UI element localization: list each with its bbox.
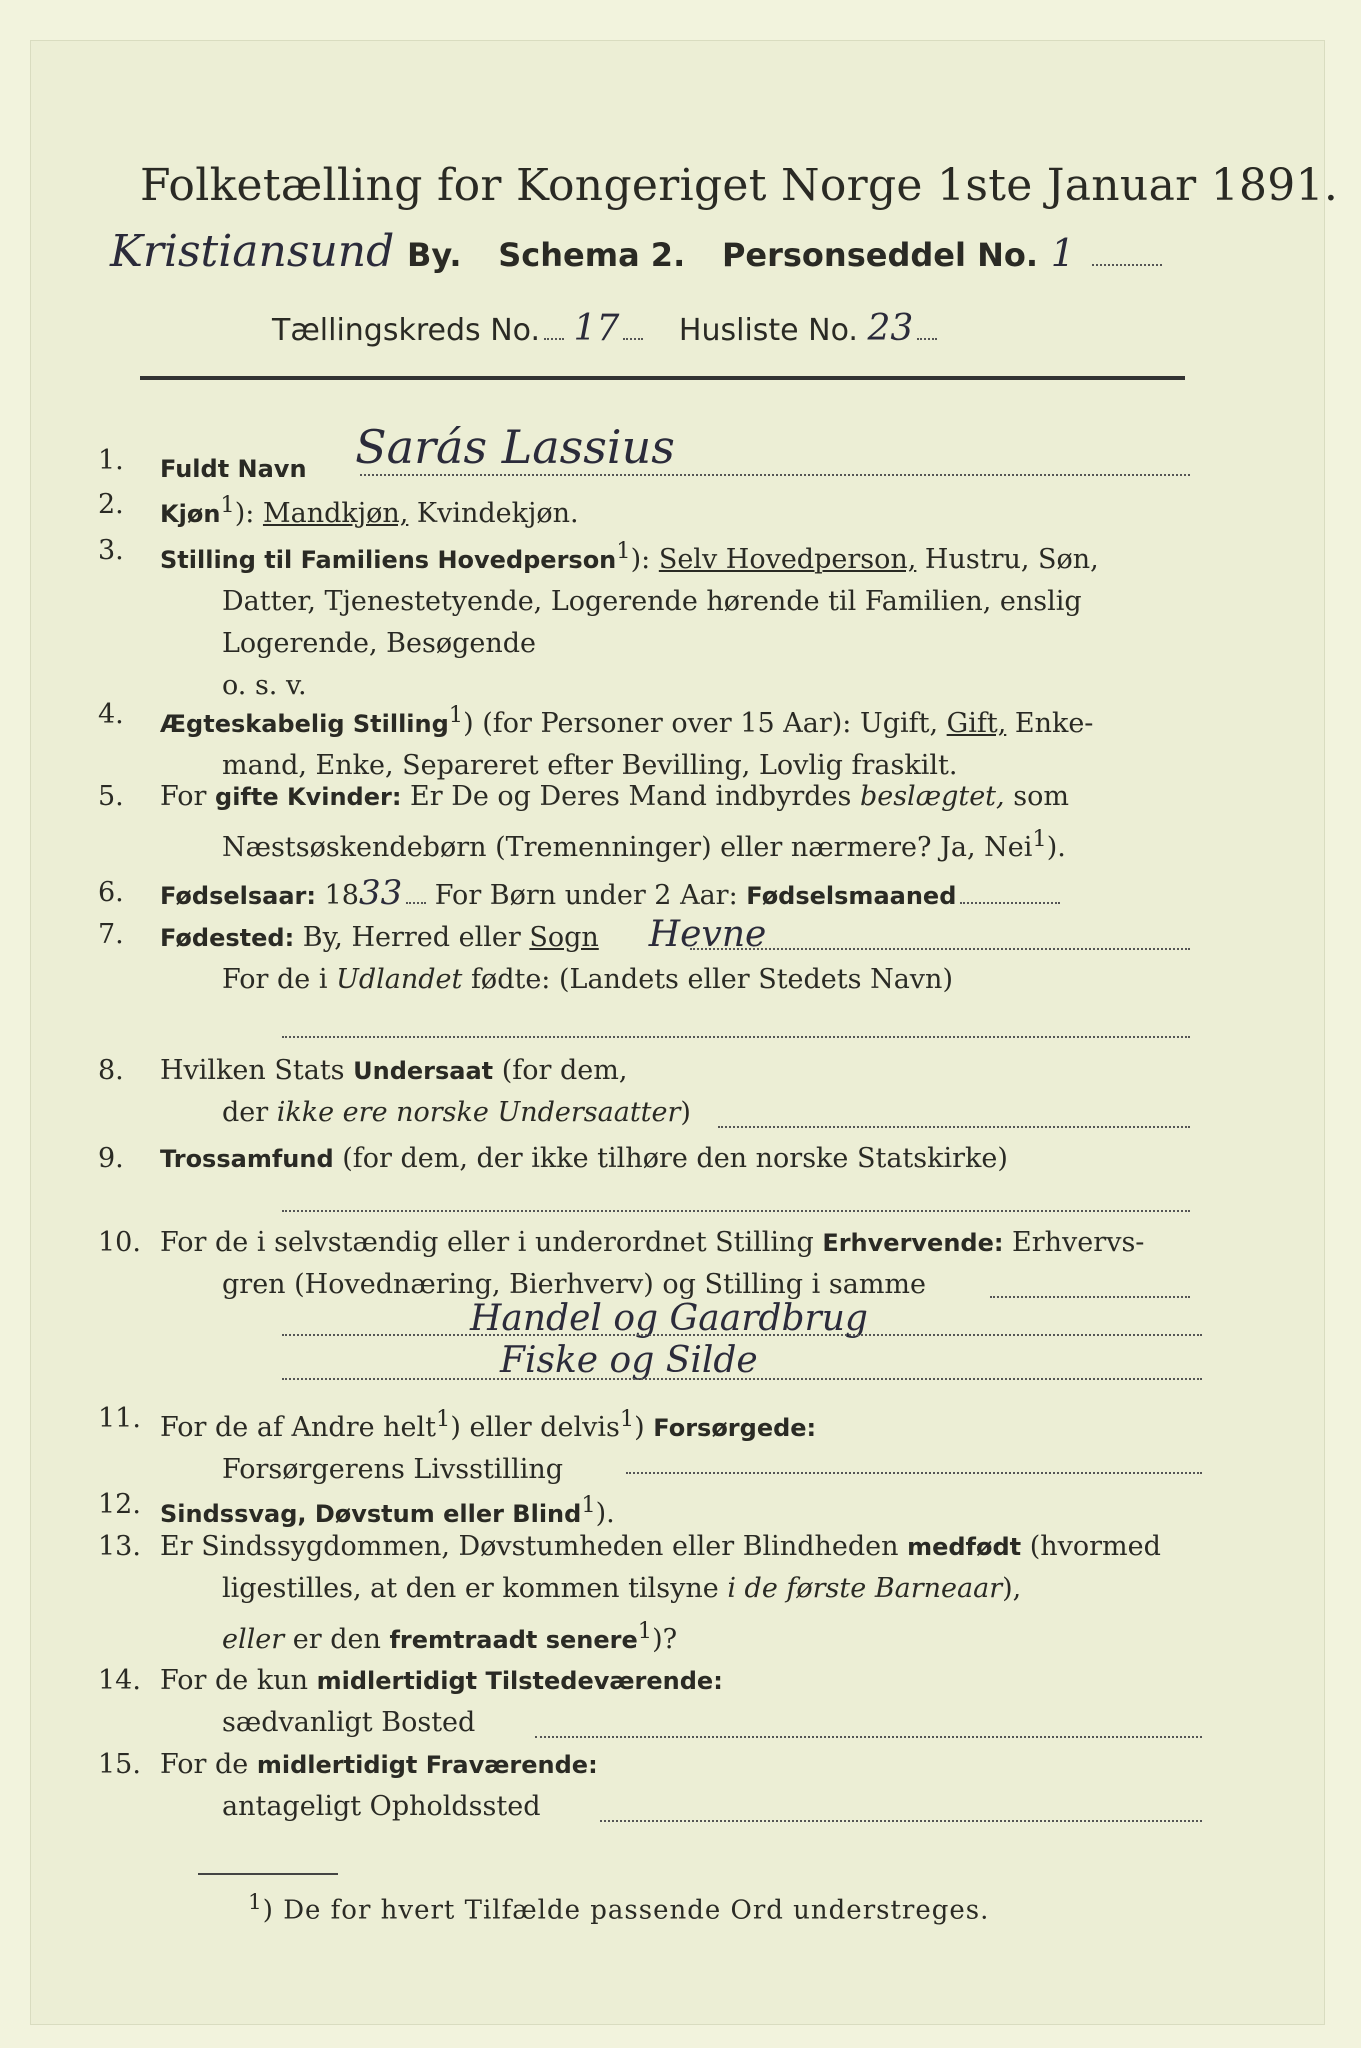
field-number: 5. [98,781,124,812]
footnote [248,1890,989,1926]
field-number: 15. [98,1749,141,1780]
field-number: 9. [98,1143,124,1174]
footnote-ref: 1 [220,492,235,518]
field-label: Ægteskabelig Stilling [160,710,449,738]
occupation-value-line2: Fiske og Silde [500,1340,758,1381]
field-6-birth-year [98,872,1200,917]
dotted-line [600,1820,1202,1822]
field-label: midlertidigt Tilstedeværende: [316,1667,723,1695]
dotted-line [535,1736,1202,1738]
text: Hvilken Stats [160,1055,354,1086]
text: ) (for Personer over 15 Aar): Ugift, [463,708,947,739]
text: By, Herred eller [294,922,530,953]
field-label: Forsørgede: [653,1414,817,1442]
field-2-sex [98,484,1200,535]
husliste-label: Husliste No. [678,313,858,348]
field-number: 6. [98,877,124,908]
field-label: Stilling til Familiens Hovedperson [160,546,617,574]
kreds-label: Tællingskreds No. [272,313,540,348]
footnote-text: ) De for hvert Tilfælde passende Ord understreges. [262,1895,990,1926]
field-label: Fødselsmaaned [746,882,957,910]
header-divider [140,376,1185,380]
footnote-ref: 1 [619,1406,635,1432]
text: (hvormed [1021,1531,1161,1562]
field-7-birthplace [98,914,1200,1001]
text: Forsørgerens Livsstilling [222,1454,564,1485]
field-label: Erhvervende: [822,1229,1004,1257]
text: For de kun [160,1665,317,1696]
text: ). [595,1498,615,1529]
text: 18 [316,880,359,911]
text: eller [222,1624,285,1655]
text: ) [680,1097,691,1128]
footnote-ref: 1 [248,1890,263,1915]
field-number: 1. [98,445,124,476]
text: For [160,781,216,812]
text: For de i [222,964,337,995]
field-9-religion [98,1138,1200,1180]
text: Udlandet [336,964,463,995]
text: Er De og Deres Mand indbyrdes [401,781,860,812]
dotted-fill [960,901,1060,904]
field-15-temporarily-absent [98,1744,1200,1828]
field-label: Fødested: [160,924,295,952]
text: ). [1046,832,1066,863]
field-5-married-women [98,776,1200,869]
field-number: 13. [98,1531,141,1562]
text: (for dem, der ikke tilhøre den norske Statskirke) [333,1143,1008,1174]
footnote-ref: 1 [1032,826,1047,852]
text: ) eller delvis [450,1412,620,1443]
field-number: 7. [98,919,124,950]
text: ): [630,544,659,575]
text: der [222,1097,277,1128]
field-3-family-position [98,530,1200,707]
field-label: medfødt [907,1533,1022,1561]
field-10-occupation [98,1222,1200,1306]
text: For de af Andre helt [160,1412,437,1443]
header-kreds-row [272,308,937,349]
text: mand, Enke, Separeret efter Bevilling, Lovlig fraskilt. [222,750,958,781]
text: ikke ere norske Undersaatter [276,1097,681,1128]
field-number: 3. [98,535,124,566]
footnote-divider [198,1873,338,1875]
text: (for dem, [493,1055,628,1086]
field-label: Fuldt Navn [160,455,307,483]
text: beslægtet, [859,781,1005,812]
field-label: fremtraadt senere [389,1626,638,1654]
field-number: 8. [98,1055,124,1086]
dotted-fill [1092,263,1162,266]
text: fødte: (Landets eller Stedets Navn) [462,964,953,995]
text: Er Sindssygdommen, Døvstumheden eller Blindheden [160,1531,908,1562]
text: ligestilles, at den er kommen tilsyne [222,1573,728,1604]
field-8-citizenship [98,1050,1200,1134]
dotted-line [990,1296,1190,1298]
text: Datter, Tjenestetyende, Logerende hørende til Familien, enslig [222,586,1082,617]
dotted-line [626,1472,1202,1474]
field-label: Sindssvag, Døvstum eller Blind [160,1500,582,1528]
text: antageligt Opholdssted [222,1791,541,1822]
birth-year-value: 33 [358,873,403,913]
text: o. s. v. [222,670,307,701]
city-name-handwritten: Kristiansund [110,226,395,277]
text: For de [160,1749,257,1780]
text: Logerende, Besøgende [222,628,536,659]
selected-option-underlined: Sogn [529,922,599,953]
field-label: midlertidigt Fraværende: [256,1751,598,1779]
text: For de i selvstændig eller i underordnet Stilling [160,1227,823,1258]
text: ), [1002,1573,1022,1604]
field-4-marital-status [98,694,1200,787]
footnote-ref: 1 [616,538,631,564]
dotted-line [282,1378,1202,1380]
field-label: gifte Kvinder: [215,783,402,811]
field-number: 10. [98,1227,141,1258]
sex-male-underlined: Mandkjøn, [262,498,409,529]
field-label: Kjøn [160,500,221,528]
field-14-temporarily-present [98,1660,1200,1744]
text: er den [284,1624,390,1655]
dotted-fill [544,337,564,340]
text: sædvanligt Bosted [222,1707,476,1738]
husliste-value: 23 [867,308,914,349]
text: som [1004,781,1069,812]
full-name-value: Sarás Lassius [355,420,675,474]
text: ): [234,498,263,529]
text: Hustru, Søn, [916,544,1099,575]
dotted-line [718,1126,1190,1128]
field-number: 12. [98,1489,141,1520]
text: i de første Barneaar [727,1573,1003,1604]
personseddel-value: 1 [1050,231,1075,275]
text: Erhvervs- [1003,1227,1145,1258]
footnote-ref: 1 [581,1492,596,1518]
footnote-ref: 1 [448,702,464,728]
dotted-fill [623,337,643,340]
dotted-line [282,1334,1202,1336]
selected-option-underlined: Selv Hovedperson, [658,544,917,575]
text: Enke- [1006,708,1094,739]
text: )? [652,1624,678,1655]
field-13-congenital [98,1526,1200,1661]
field-11-dependents [98,1398,1200,1491]
field-number: 14. [98,1665,141,1696]
field-number: 2. [98,489,124,520]
schema-label: Schema 2. [498,236,686,274]
field-label: Trossamfund [160,1145,334,1173]
text: Næstsøskendebørn (Tremenninger) eller nærmere? Ja, Nei [222,832,1033,863]
birthplace-value: Hevne [648,914,767,955]
field-number: 4. [98,699,124,730]
personseddel-label: Personseddel No. [721,236,1038,274]
dotted-line [282,1210,1190,1212]
text: ) [634,1412,654,1443]
header-city-row [110,226,1162,277]
selected-option-underlined: Gift, [946,708,1007,739]
kreds-value: 17 [573,308,620,349]
field-label: Undersaat [353,1057,494,1085]
text: For Børn under 2 Aar: [426,880,747,911]
field-label: Fødselsaar: [160,882,316,910]
field-number: 11. [98,1403,141,1434]
dotted-line [690,948,1190,950]
dotted-fill [406,901,426,904]
footnote-ref: 1 [637,1618,653,1644]
sex-female: Kvindekjøn. [408,498,579,529]
dotted-line [360,474,1190,476]
footnote-ref: 1 [436,1406,451,1432]
occupation-value-line1: Handel og Gaardbrug [470,1298,868,1339]
dotted-line [282,1036,1190,1038]
text: gren (Hovednæring, Bierhverv) og Stilling i samme [222,1269,927,1300]
dotted-fill [917,337,937,340]
by-label: By. [407,236,462,274]
field-1-full-name [98,420,1200,490]
form-title: Folketælling for Kongeriget Norge 1ste Januar 1891. [140,160,1339,211]
